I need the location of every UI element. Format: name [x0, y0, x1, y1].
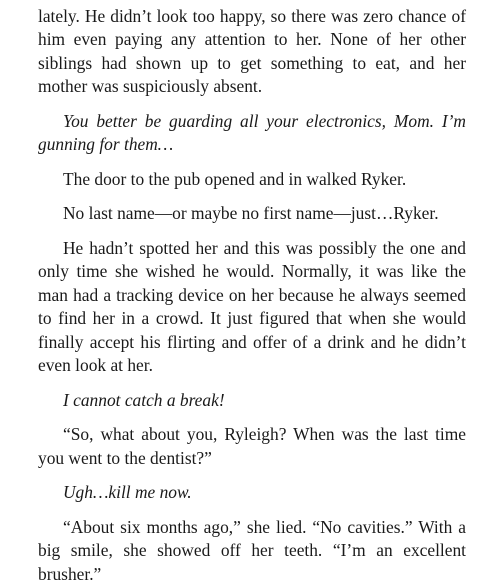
paragraph-2-thought: You better be guarding all your electronics, Mom. I’m gunning for them…	[38, 110, 466, 155]
paragraph-9: “About six months ago,” she lied. “No cavities.” With a big smile, she showed off her teeth. “I’m an excellent brusher.”	[38, 516, 466, 584]
paragraph-3: The door to the pub opened and in walked Ryker.	[63, 168, 407, 189]
paragraph-5: He hadn’t spotted her and this was possibly the one and only time she wished he would. Normally, it was like the man had a tracking device on her because he always seemed to find her in a crowd. It just figured that when she would finally accept his flirting and offer of a drink and he didn’t even look at her.	[38, 238, 466, 376]
paragraph-4: No last name—or maybe no first name—just…Ryker.	[63, 203, 439, 224]
paragraph-8-thought: Ugh…kill me now.	[63, 482, 192, 503]
paragraph-1: lately. He didn’t look too happy, so there was zero chance of him even paying any attention to her. None of her other siblings had shown up to get something to eat, and her mother was suspiciously absent.	[38, 6, 466, 97]
paragraph-6-thought: I cannot catch a break!	[63, 389, 225, 410]
paragraph-7: “So, what about you, Ryleigh? When was the last time you went to the dentist?”	[38, 424, 466, 468]
